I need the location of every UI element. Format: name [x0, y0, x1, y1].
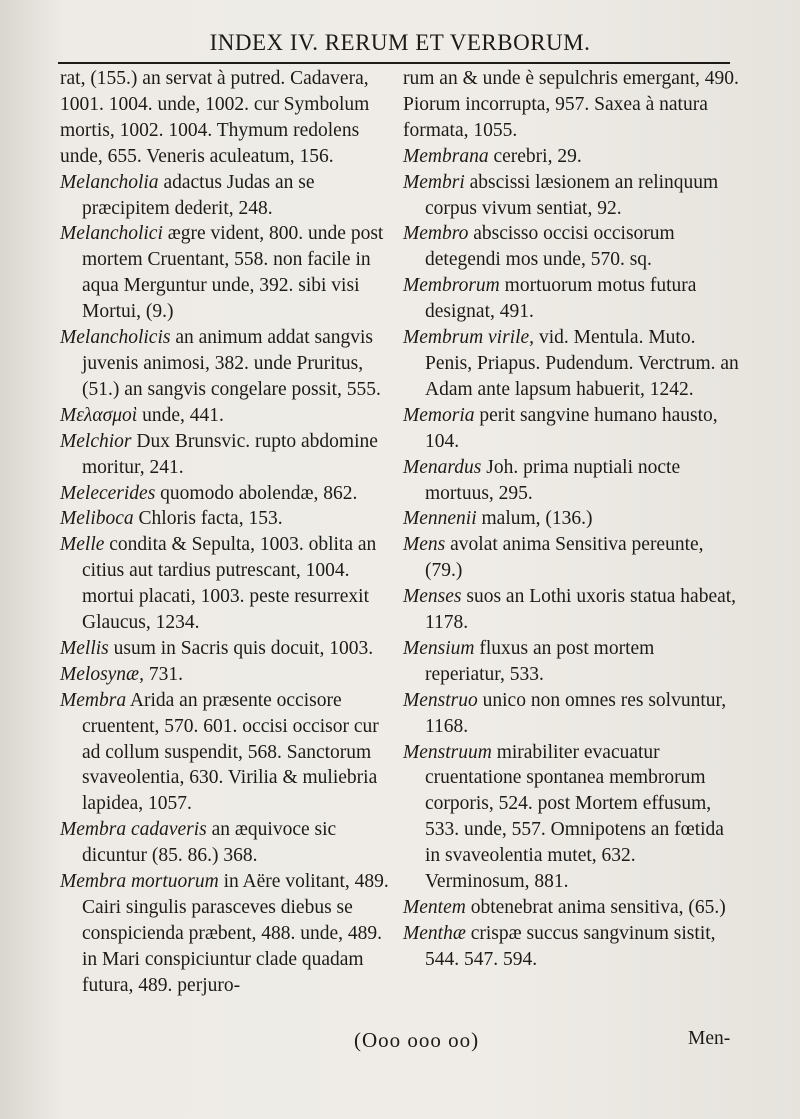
- index-term: Membri: [403, 171, 465, 193]
- index-entry: [60, 869, 400, 999]
- index-term: Menthæ: [403, 922, 466, 944]
- index-text: rat, (155.) an servat à putred. Cadavera, 1001. 1004. unde, 1002. cur Symbolum mortis, 1002. 1004. Thymum redolens unde, 655. Veneris aculeatum, 156.: [60, 68, 370, 167]
- index-entry: [403, 636, 739, 688]
- index-term: Membrum virile,: [403, 327, 535, 349]
- left-column: [60, 66, 400, 999]
- index-entry: [403, 506, 739, 532]
- index-text: adactus Judas an se præcipitem dederit, 248.: [82, 171, 315, 219]
- signature-mark: (Ooo ooo oo): [354, 1028, 480, 1052]
- index-text: quomodo abolendæ, 862.: [160, 482, 358, 504]
- index-text: condita & Sepulta, 1003. oblita an citius aut tardius putrescant, 1004. mortui placati, 1003. peste resurrexit Glaucus, 1234.: [82, 534, 377, 634]
- index-entry: [60, 429, 400, 481]
- index-text: perit sangvine humano hausto, 104.: [425, 404, 718, 452]
- index-text: Arida an præsente occisore cruentent, 570. 601. occisi occisor cur ad collum suspendit, 568. Sanctorum svaveolentia, 630. Virilia & muliebria lapidea, 1057.: [82, 689, 379, 815]
- index-entry: [403, 170, 739, 222]
- index-entry: [60, 325, 400, 403]
- index-entry: [403, 584, 739, 636]
- index-entry: [60, 532, 400, 636]
- index-term: Membra: [60, 689, 127, 711]
- index-text: an æquivoce sic dicuntur (85. 86.) 368.: [82, 819, 337, 867]
- index-text: Joh. prima nuptiali nocte mortuus, 295.: [425, 456, 681, 504]
- right-column: [403, 66, 739, 973]
- index-text: suos an Lothi uxoris statua habeat, 1178.: [425, 586, 737, 634]
- index-text: cerebri, 29.: [493, 145, 582, 167]
- index-entry: [403, 66, 739, 144]
- index-entry: [403, 221, 739, 273]
- index-term: Menstruum: [403, 741, 492, 763]
- index-entry: [403, 325, 739, 403]
- index-term: Melancholicis: [60, 327, 171, 349]
- catchword: Men-: [688, 1028, 731, 1049]
- index-entry: [403, 921, 739, 973]
- index-term: Membra mortuorum: [60, 871, 219, 893]
- index-text: unde, 441.: [142, 404, 224, 426]
- index-entry: [403, 688, 739, 740]
- index-term: Menstruo: [403, 689, 478, 711]
- index-term: Mens: [403, 534, 446, 556]
- index-term: Melancholia: [60, 171, 159, 193]
- index-entry: [403, 895, 739, 921]
- index-entry: [60, 66, 400, 170]
- index-term: Membrorum: [403, 275, 500, 297]
- index-entry: [60, 506, 400, 532]
- index-entry: [403, 532, 739, 584]
- index-text: malum, (136.): [481, 508, 593, 530]
- index-text: 731.: [148, 663, 183, 685]
- index-term: Meliboca: [60, 508, 134, 530]
- index-entry: [60, 221, 400, 325]
- index-text: obtenebrat anima sensitiva, (65.): [470, 897, 726, 918]
- index-entry: [403, 740, 739, 895]
- index-text: mortuorum motus futura designat, 491.: [425, 275, 697, 323]
- index-entry: [60, 688, 400, 818]
- index-term: Melchior: [60, 430, 132, 452]
- index-text: abscisso occisi occisorum detegendi mos unde, 570. sq.: [425, 223, 675, 271]
- index-text: rum an & unde è sepulchris emergant, 490. Piorum incorrupta, 957. Saxea à natura formata, 1055.: [403, 68, 739, 141]
- index-term: Μελασμοὶ: [60, 404, 138, 426]
- index-text: abscissi læsionem an relinquum corpus vivum sentiat, 92.: [425, 171, 719, 219]
- index-entry: [403, 144, 739, 170]
- index-term: Membrana: [403, 145, 489, 167]
- index-text: unico non omnes res solvuntur, 1168.: [425, 689, 727, 737]
- index-term: Mentem: [403, 897, 466, 918]
- index-term: Mensium: [403, 637, 475, 659]
- index-term: Mellis: [60, 637, 109, 659]
- index-term: Menardus: [403, 456, 482, 478]
- index-term: Memoria: [403, 404, 475, 426]
- index-entry: [60, 817, 400, 869]
- header-rule: [58, 62, 730, 64]
- index-text: ægre vident, 800. unde post mortem Cruentant, 558. non facile in aqua Merguntur unde, 392. sibi visi Mortui, (9.): [82, 223, 384, 323]
- index-text: vid. Mentula. Muto. Penis, Priapus. Pudendum. Verctrum. an Adam ante lapsum habuerit, 1242.: [425, 327, 739, 400]
- running-header: INDEX IV. RERUM ET VERBORUM.: [209, 30, 591, 55]
- index-term: Melecerides: [60, 482, 156, 504]
- index-text: avolat anima Sensitiva pereunte, (79.): [425, 534, 704, 582]
- index-term: Melle: [60, 534, 105, 556]
- index-text: crispæ succus sangvinum sistit, 544. 547. 594.: [425, 922, 716, 970]
- index-text: Dux Brunsvic. rupto abdomine moritur, 241.: [82, 430, 378, 478]
- index-term: Melosynæ,: [60, 663, 144, 685]
- index-entry: [403, 403, 739, 455]
- index-text: usum in Sacris quis docuit, 1003.: [113, 637, 374, 659]
- index-text: mirabiliter evacuatur cruentatione spontanea membrorum corporis, 524. post Mortem effusum, 533. unde, 557. Omnipotens an fœtida in svaveolentia mutet, 632. Verminosum, 881.: [425, 741, 724, 893]
- index-entry: [60, 662, 400, 688]
- index-term: Mennenii: [403, 508, 477, 530]
- index-entry: [60, 481, 400, 507]
- index-text: Chloris facta, 153.: [138, 508, 283, 530]
- index-entry: [60, 636, 400, 662]
- index-entry: [403, 273, 739, 325]
- index-term: Membro: [403, 223, 469, 245]
- index-entry: [60, 170, 400, 222]
- index-entry: [403, 455, 739, 507]
- index-text: in Aëre volitant, 489. Cairi singulis parasceves diebus se conspicienda præbent, 488. unde, 489. in Mari conspiciuntur clade quadam futura, 489. perjuro-: [82, 871, 389, 996]
- index-term: Membra cadaveris: [60, 819, 207, 841]
- index-entry: [60, 403, 400, 429]
- index-text: fluxus an post mortem reperiatur, 533.: [425, 637, 655, 685]
- index-term: Melancholici: [60, 223, 163, 245]
- index-text: an animum addat sangvis juvenis animosi, 382. unde Pruritus, (51.) an sangvis congelare possit, 555.: [82, 327, 381, 400]
- index-term: Menses: [403, 586, 462, 608]
